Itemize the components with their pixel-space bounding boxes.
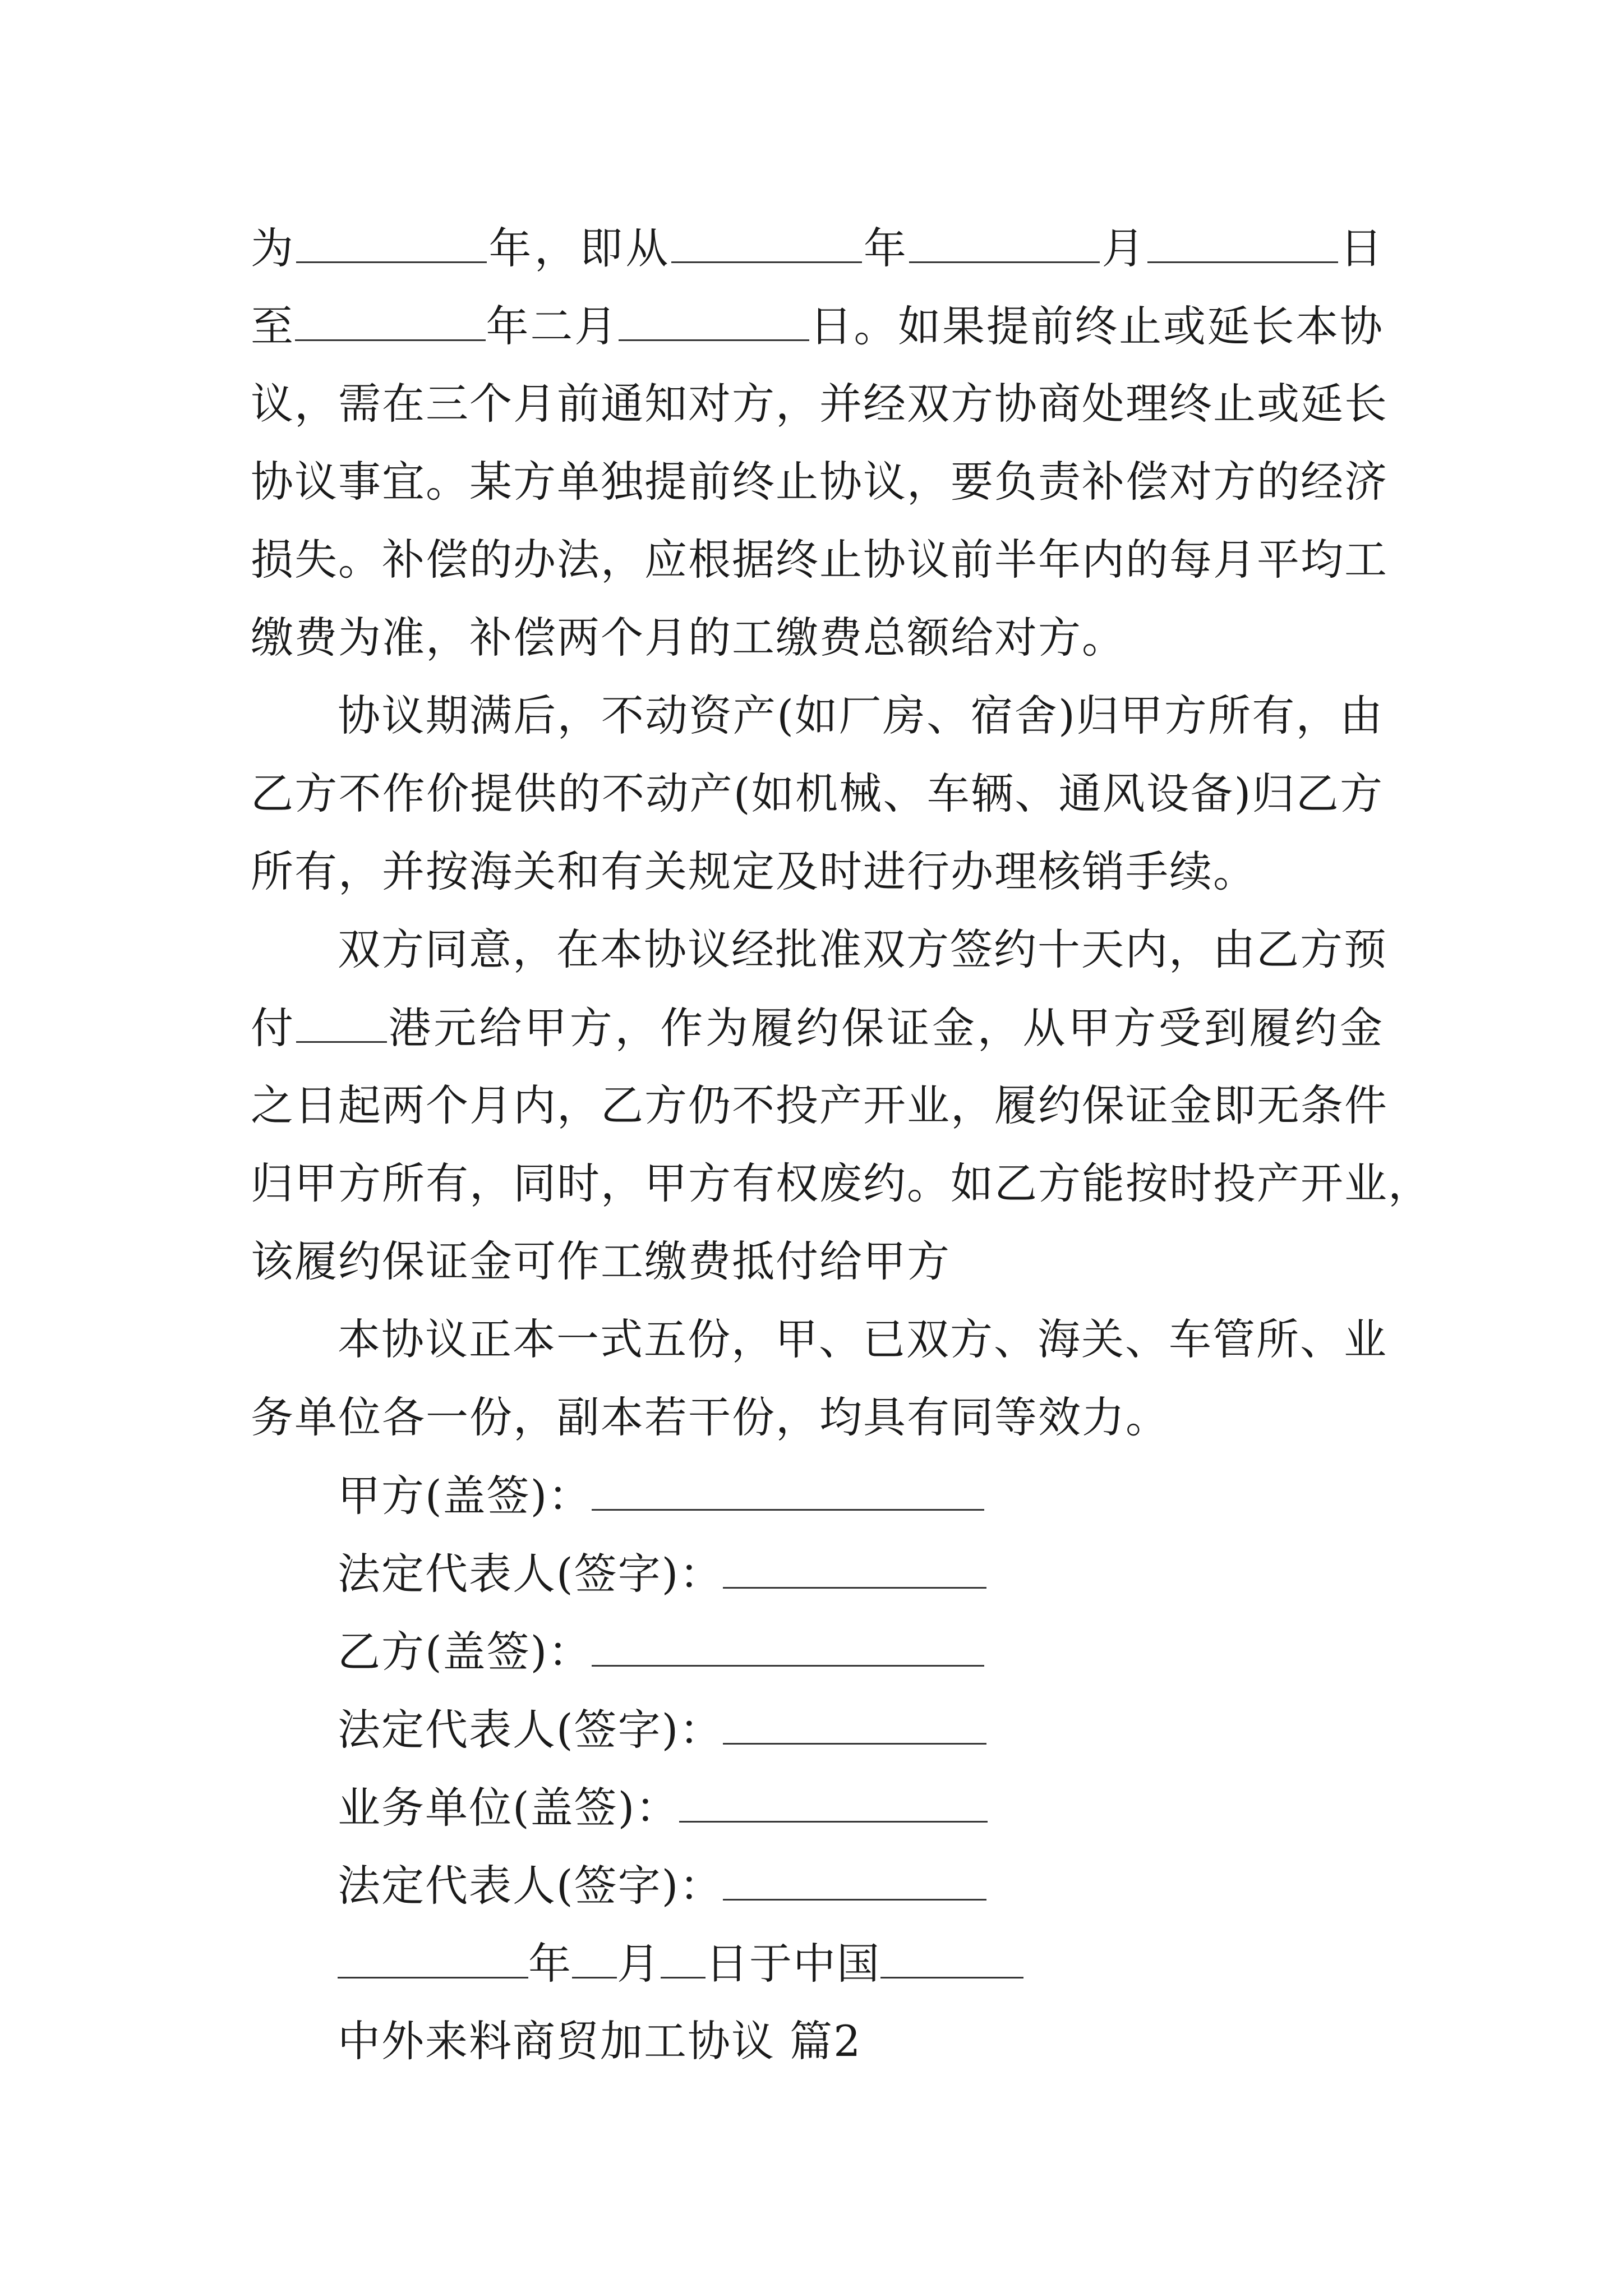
p1-line-1 <box>251 223 1384 273</box>
signature-label: 法定代表人(签字)： <box>338 1861 723 1911</box>
blank-field <box>909 227 1100 263</box>
signature-blank <box>723 1552 986 1589</box>
text: 日于中国 <box>706 1939 880 1989</box>
blank-field <box>338 1942 528 1978</box>
p3-line-5: 该履约保证金可作工缴费抵付给甲方 <box>251 1236 951 1286</box>
p1-line-3: 议，需在三个月前通知对方，并经双方协商处理终止或延长 <box>251 379 1388 429</box>
p1-line-2 <box>251 301 1384 351</box>
signature-label: 乙方(盖签)： <box>338 1627 592 1677</box>
blank-field <box>661 1942 706 1978</box>
p1-line-6: 缴费为准，补偿两个月的工缴费总额给对方。 <box>251 613 1126 662</box>
signature-label: 业务单位(盖签)： <box>338 1783 680 1833</box>
signature-rep-unit <box>338 1861 1470 1911</box>
text: 年，即从 <box>487 223 671 273</box>
signature-rep-a <box>338 1549 1470 1599</box>
p3-line-4: 归甲方所有，同时，甲方有权废约。如乙方能按时投产开业， <box>251 1158 1432 1208</box>
date-line <box>338 1939 1470 1989</box>
signature-blank <box>723 1708 986 1745</box>
signature-blank <box>723 1864 986 1901</box>
signature-party-b <box>338 1627 1470 1677</box>
text: 年二月 <box>485 301 619 351</box>
text: 至 <box>251 301 295 351</box>
signature-party-a <box>338 1471 1470 1521</box>
section-title: 中外来料商贸加工协议 篇2 <box>338 2016 862 2066</box>
p3-line-3: 之日起两个月内，乙方仍不投产开业，履约保证金即无条件 <box>251 1080 1388 1130</box>
p3-line-2 <box>251 1003 1384 1053</box>
blank-field <box>619 305 809 341</box>
p4-line-2: 务单位各一份，副本若干份，均具有同等效力。 <box>251 1392 1169 1442</box>
text: 付 <box>251 1003 296 1053</box>
text: 年 <box>528 1939 572 1989</box>
signature-label: 甲方(盖签)： <box>338 1471 592 1521</box>
blank-field <box>295 305 486 341</box>
p2-line-3: 所有，并按海关和有关规定及时进行办理核销手续。 <box>251 846 1257 896</box>
blank-field <box>671 227 862 263</box>
blank-field <box>880 1942 1023 1978</box>
p2-line-2: 乙方不作价提供的不动产(如机械、车辆、通风设备)归乙方 <box>251 769 1384 818</box>
signature-business-unit <box>338 1783 1470 1833</box>
text: 港元给甲方，作为履约保证金，从甲方受到履约金 <box>386 1003 1384 1053</box>
text: 年 <box>861 223 910 273</box>
blank-field <box>1147 227 1338 263</box>
text: 日。如果提前终止或延长本协 <box>809 301 1384 351</box>
blank-field <box>296 1006 387 1043</box>
text: 日 <box>1338 223 1384 273</box>
signature-blank <box>679 1786 988 1823</box>
signature-blank <box>592 1630 984 1667</box>
p4-line-1: 本协议正本一式五份，甲、已双方、海关、车管所、业 <box>338 1314 1387 1364</box>
signature-label: 法定代表人(签字)： <box>338 1705 723 1755</box>
p1-line-5: 损失。补偿的办法，应根据终止协议前半年内的每月平均工 <box>251 535 1388 585</box>
p3-line-1: 双方同意，在本协议经批准双方签约十天内，由乙方预 <box>338 924 1387 974</box>
signature-rep-b <box>338 1705 1470 1755</box>
text: 月 <box>617 1939 661 1989</box>
blank-field <box>572 1942 617 1978</box>
text: 为 <box>251 223 297 273</box>
signature-blank <box>592 1474 984 1511</box>
text: 月 <box>1100 223 1147 273</box>
p1-line-4: 协议事宜。某方单独提前终止协议，要负责补偿对方的经济 <box>251 457 1388 507</box>
signature-label: 法定代表人(签字)： <box>338 1549 723 1599</box>
blank-field <box>296 227 487 263</box>
p2-line-1: 协议期满后，不动资产(如厂房、宿舍)归甲方所有，由 <box>338 691 1384 740</box>
